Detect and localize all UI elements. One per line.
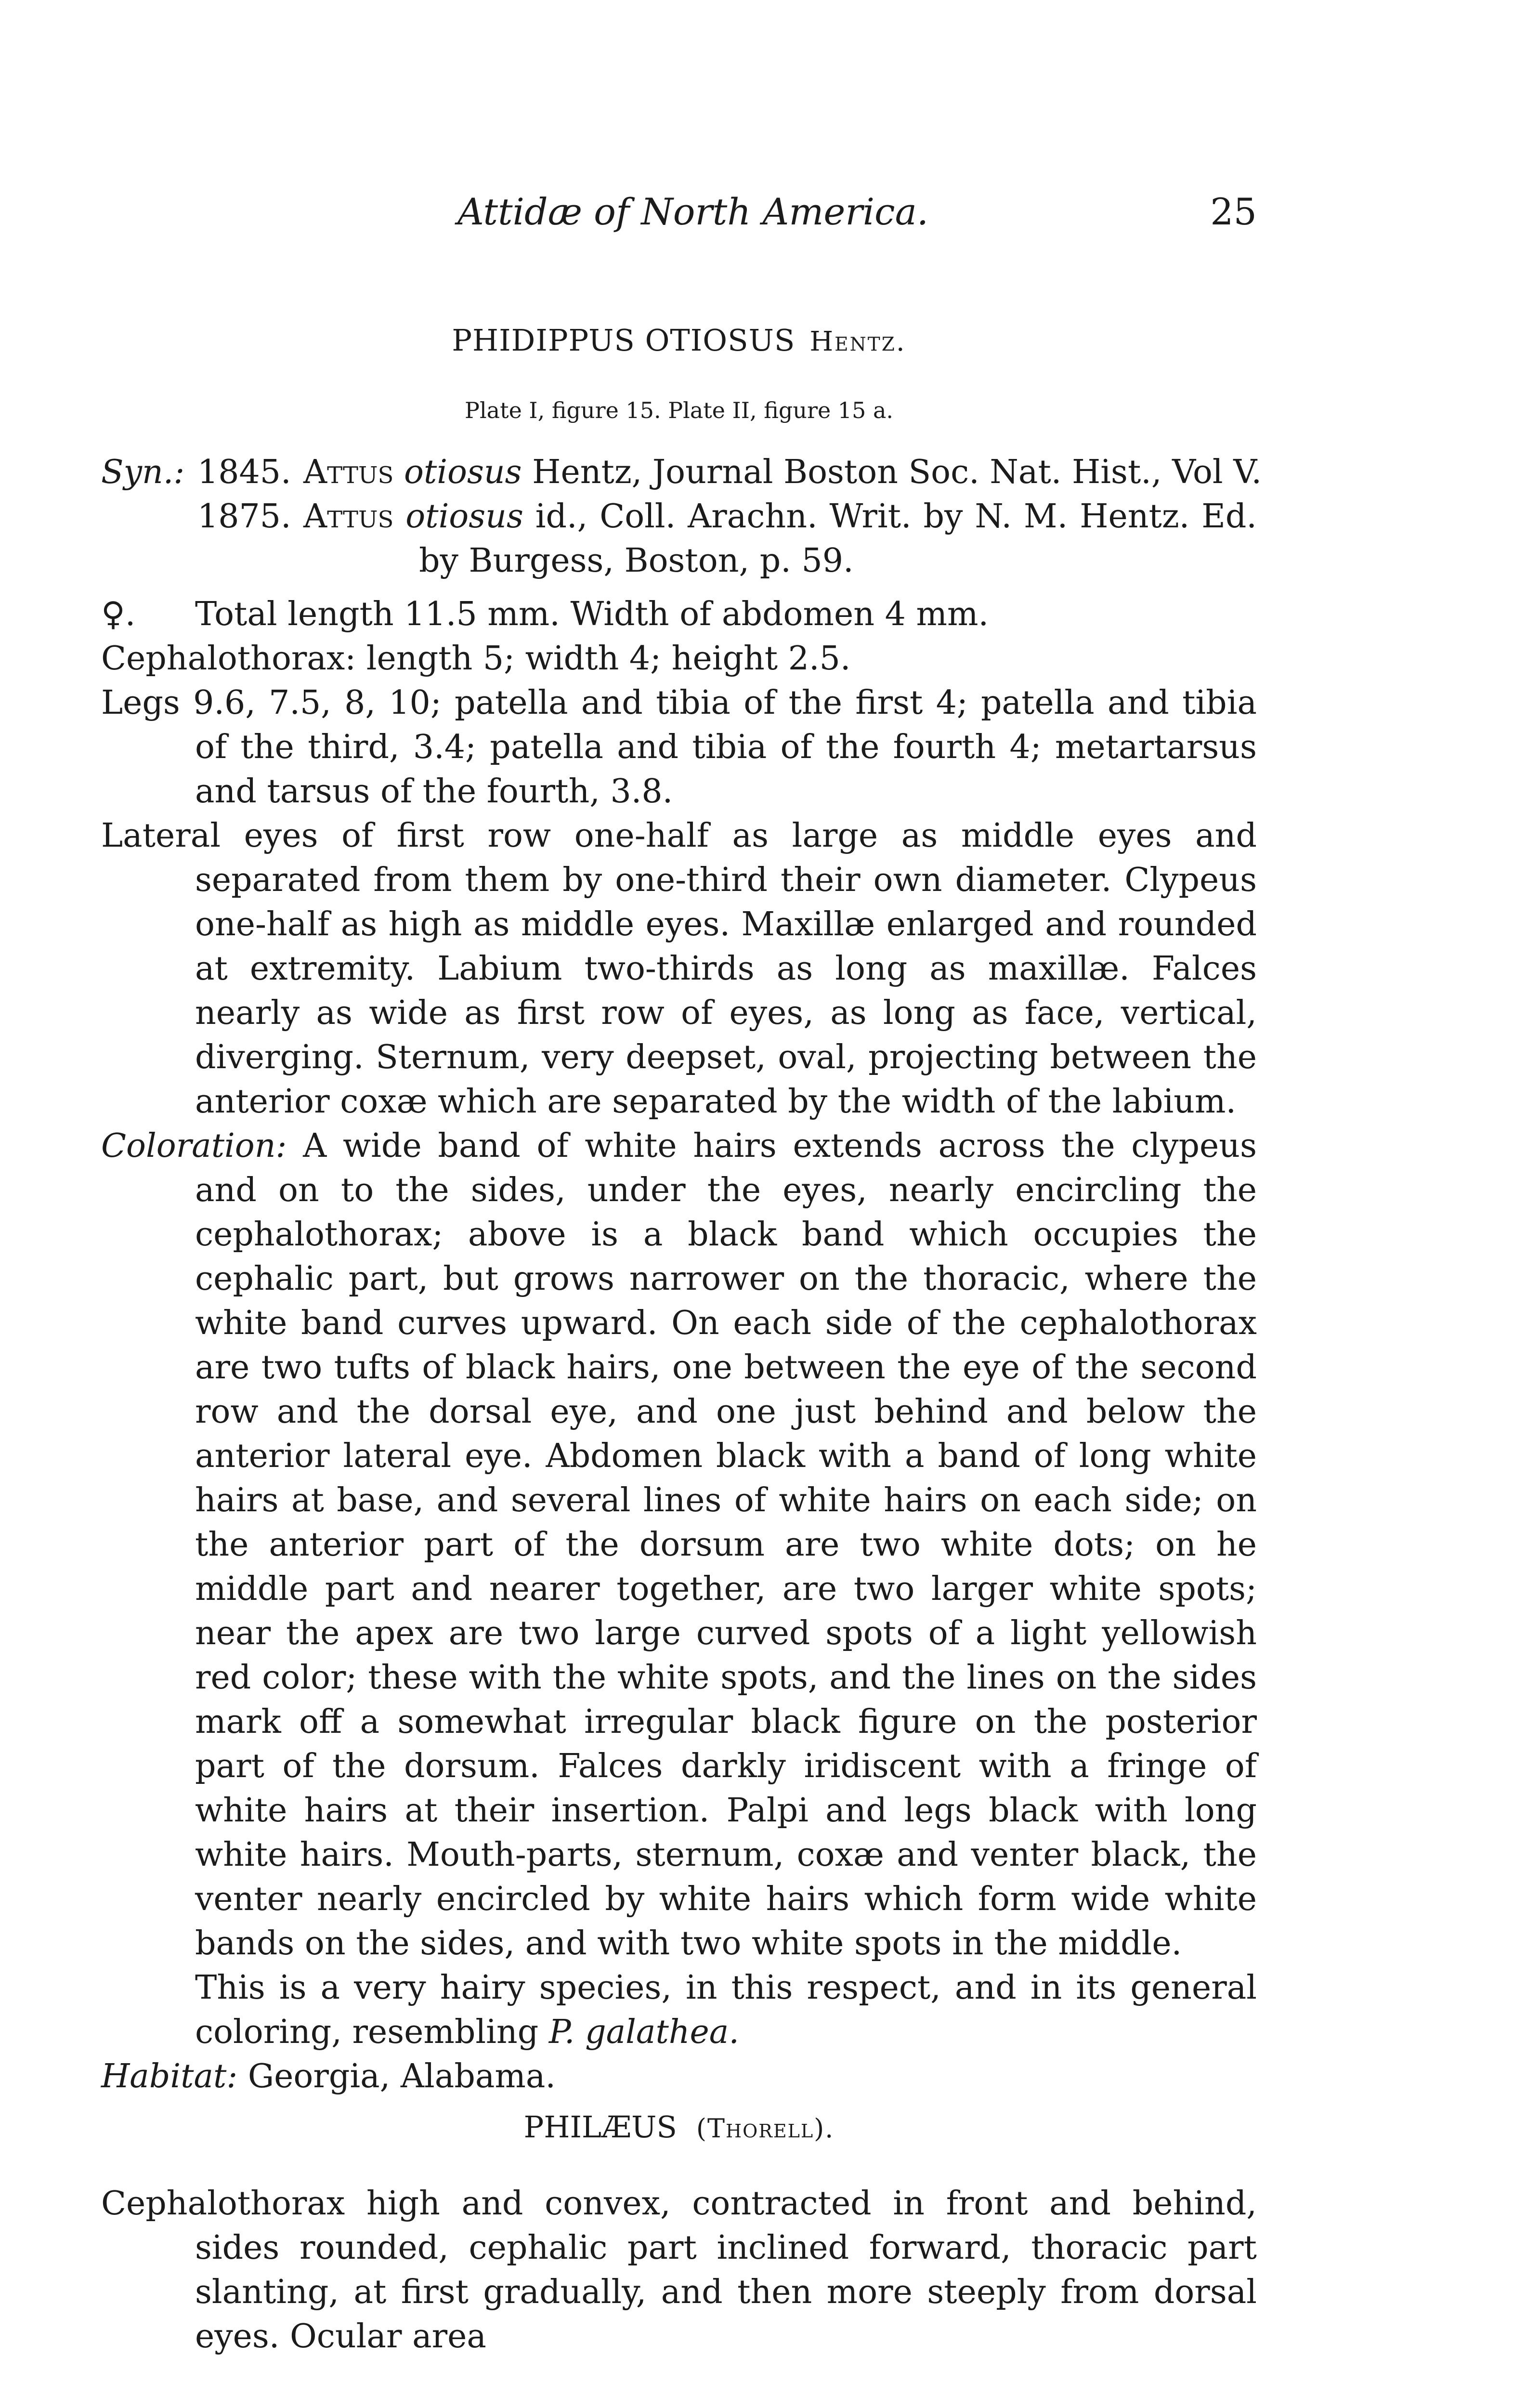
cephalothorax-paragraph: Cephalothorax: length 5; width 4; height 2.5. xyxy=(101,640,851,678)
remark-species: P. galathea. xyxy=(548,2013,739,2051)
measurements-text: Total length 11.5 mm. Width of abdomen 4 mm. xyxy=(195,595,989,633)
synonymy-year: 1845. xyxy=(197,453,291,491)
measurements-paragraph xyxy=(101,592,1257,637)
remark-text: This is a very hairy species, in this respect, and in its general coloring, resembling xyxy=(195,1969,1257,2051)
habitat-text: Georgia, Alabama. xyxy=(248,2057,556,2095)
coloration-paragraph xyxy=(101,1124,1257,1966)
synonymy-entry xyxy=(101,495,1257,539)
coloration-label: Coloration: xyxy=(101,1127,287,1165)
genus-description xyxy=(101,2182,1257,2359)
synonymy-year: 1875. xyxy=(197,497,291,536)
genus-name: PHILÆUS xyxy=(523,2109,677,2145)
plate-reference: Plate I, figure 15. Plate II, figure 15 a. xyxy=(465,397,893,423)
synonymy-genus: Attus xyxy=(303,453,394,491)
running-title: Attidæ of North America. xyxy=(457,190,929,233)
female-symbol: ♀. xyxy=(101,595,136,633)
species-description xyxy=(101,592,1257,2099)
synonymy-label: Syn.: xyxy=(101,453,185,491)
remark-paragraph xyxy=(101,1966,1257,2055)
synonymy-genus: Attus xyxy=(303,497,394,536)
synonymy-text xyxy=(303,450,1262,495)
species-heading xyxy=(101,323,1257,358)
synonymy-epithet: otiosus xyxy=(404,453,522,491)
species-author: Hentz. xyxy=(809,326,906,357)
genus-heading xyxy=(101,2109,1257,2145)
synonymy-citation: Hentz, Journal Boston Soc. Nat. Hist., Vol V. xyxy=(532,453,1262,491)
genus-author: (Thorell). xyxy=(696,2113,835,2144)
synonymy-entry-continuation xyxy=(101,539,1257,583)
synonymy xyxy=(101,450,1262,583)
coloration-text: A wide band of white hairs extends across the clypeus and on to the sides, under the eyes, nearly encircling the cephalothorax; above is a black band which occupies the cephalic part, but grows narrower on the thoracic, where the white band curves upward. On each side of the cephalothorax are two tufts of black hairs, one between the eye of the second row and the dorsal eye, and one just behind and below the anterior lateral eye. Abdomen black with a band of long white hairs at base, and several lines of white hairs on each side; on the anterior part of the dorsum are two white dots; on he middle part and nearer together, are two larger white spots; near the apex are two large curved spots of a light yellowish red color; these with the white spots, and the lines on the sides mark off a somewhat irregular black figure on the posterior part of the dorsum. Falces darkly iridiscent with a fringe of white hairs at their insertion. Palpi and legs black with long white hairs. Mouth-parts, sternum, coxæ and venter black, the venter nearly encircled by white hairs which form wide white bands on the sides, and with two white spots in the middle. xyxy=(195,1127,1257,1963)
synonymy-continuation: by Burgess, Boston, p. 59. xyxy=(419,542,854,580)
synonymy-text xyxy=(303,495,1257,539)
genus-paragraph: Cephalothorax high and convex, contracted in front and behind, sides rounded, cephalic part inclined forward, thoracic part slanting, at first gradually, and then more steeply from dorsal eyes. Ocular area xyxy=(101,2185,1257,2356)
legs-paragraph: Legs 9.6, 7.5, 8, 10; patella and tibia of the first 4; patella and tibia of the third, 3.4; patella and tibia of the fourth 4; metartarsus and tarsus of the fourth, 3.8. xyxy=(101,684,1257,811)
synonymy-entry xyxy=(101,450,1262,495)
synonymy-citation: id., Coll. Arachn. Writ. by N. M. Hentz. Ed. xyxy=(535,497,1257,536)
habitat-label: Habitat: xyxy=(101,2057,238,2095)
synonymy-epithet: otiosus xyxy=(405,497,523,536)
eyes-paragraph: Lateral eyes of first row one-half as large as middle eyes and separated from them by one-third their own diameter. Clypeus one-half as high as middle eyes. Maxillæ enlarged and rounded at extremity. Labium two-thirds as long as maxillæ. Falces nearly as wide as first row of eyes, as long as face, vertical, diverging. Sternum, very deepset, oval, projecting between the anterior coxæ which are separated by the width of the labium. xyxy=(101,817,1257,1121)
species-name: PHIDIPPUS OTIOSUS xyxy=(452,323,796,358)
page-number: 25 xyxy=(1210,190,1257,233)
habitat-paragraph xyxy=(101,2055,1257,2099)
running-head xyxy=(101,190,1257,248)
